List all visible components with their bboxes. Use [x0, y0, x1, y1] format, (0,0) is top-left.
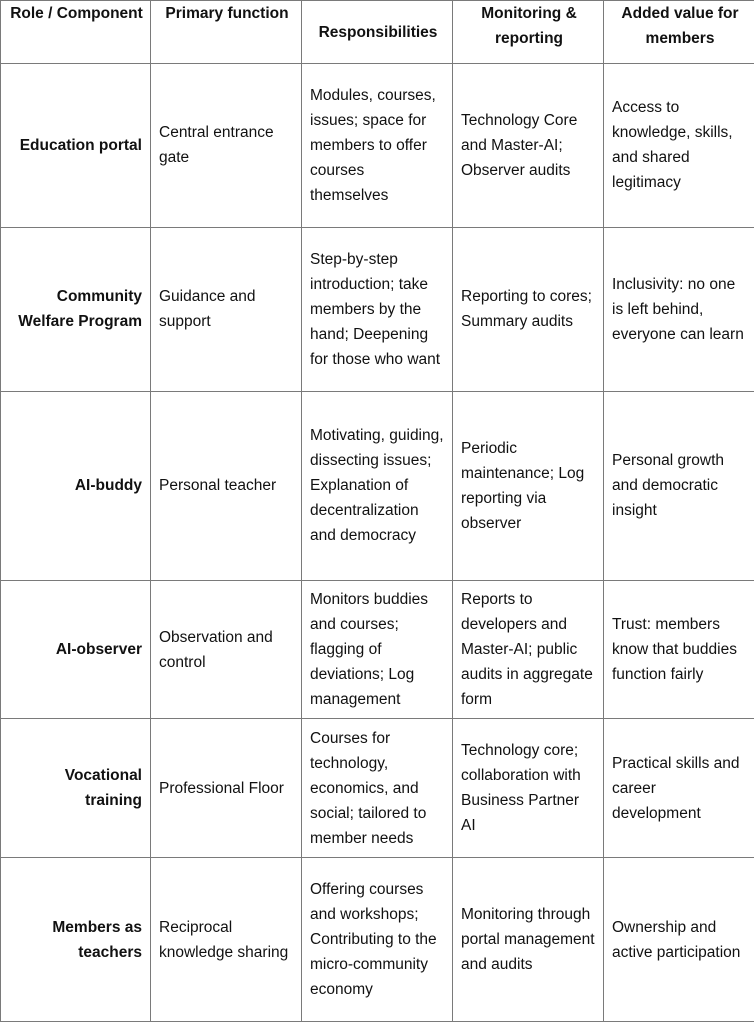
cell-added-value: Ownership and active participation: [604, 858, 754, 1022]
cell-primary-function: Observation and control: [151, 580, 302, 719]
table-row: [1, 858, 754, 1022]
cell-responsibilities: Motivating, guiding, dissecting issues; Explanation of decentralization and democracy: [302, 391, 453, 580]
cell-role: Members as teachers: [1, 858, 151, 1022]
cell-role: Community Welfare Program: [1, 227, 151, 391]
header-primary-function: Primary function: [151, 1, 302, 64]
cell-primary-function: Central entrance gate: [151, 64, 302, 228]
cell-added-value: Personal growth and democratic insight: [604, 391, 754, 580]
table-body: [1, 64, 754, 1022]
header-responsibilities: Responsibilities: [302, 1, 453, 64]
cell-role: Education portal: [1, 64, 151, 228]
cell-primary-function: Personal teacher: [151, 391, 302, 580]
header-row: [1, 1, 754, 64]
cell-monitoring: Monitoring through portal management and audits: [453, 858, 604, 1022]
cell-monitoring: Reports to developers and Master-AI; public audits in aggregate form: [453, 580, 604, 719]
cell-added-value: Trust: members know that buddies function fairly: [604, 580, 754, 719]
table-row: [1, 64, 754, 228]
cell-added-value: Practical skills and career development: [604, 719, 754, 858]
cell-role: AI-observer: [1, 580, 151, 719]
header-monitoring: Monitoring & reporting: [453, 1, 604, 64]
cell-responsibilities: Modules, courses, issues; space for members to offer courses themselves: [302, 64, 453, 228]
cell-primary-function: Reciprocal knowledge sharing: [151, 858, 302, 1022]
table-row: [1, 580, 754, 719]
table-row: [1, 391, 754, 580]
cell-responsibilities: Offering courses and workshops; Contributing to the micro-community economy: [302, 858, 453, 1022]
cell-monitoring: Reporting to cores; Summary audits: [453, 227, 604, 391]
cell-monitoring: Technology Core and Master-AI; Observer audits: [453, 64, 604, 228]
cell-primary-function: Professional Floor: [151, 719, 302, 858]
table-header: [1, 1, 754, 64]
cell-monitoring: Periodic maintenance; Log reporting via observer: [453, 391, 604, 580]
header-role: Role / Component: [1, 1, 151, 64]
header-added-value: Added value for members: [604, 1, 754, 64]
cell-role: AI-buddy: [1, 391, 151, 580]
table-row: [1, 227, 754, 391]
cell-added-value: Inclusivity: no one is left behind, everyone can learn: [604, 227, 754, 391]
cell-role: Vocational training: [1, 719, 151, 858]
cell-monitoring: Technology core; collaboration with Business Partner AI: [453, 719, 604, 858]
cell-added-value: Access to knowledge, skills, and shared legitimacy: [604, 64, 754, 228]
cell-responsibilities: Courses for technology, economics, and social; tailored to member needs: [302, 719, 453, 858]
cell-responsibilities: Monitors buddies and courses; flagging of deviations; Log management: [302, 580, 453, 719]
table-row: [1, 719, 754, 858]
cell-primary-function: Guidance and support: [151, 227, 302, 391]
cell-responsibilities: Step-by-step introduction; take members by the hand; Deepening for those who want: [302, 227, 453, 391]
